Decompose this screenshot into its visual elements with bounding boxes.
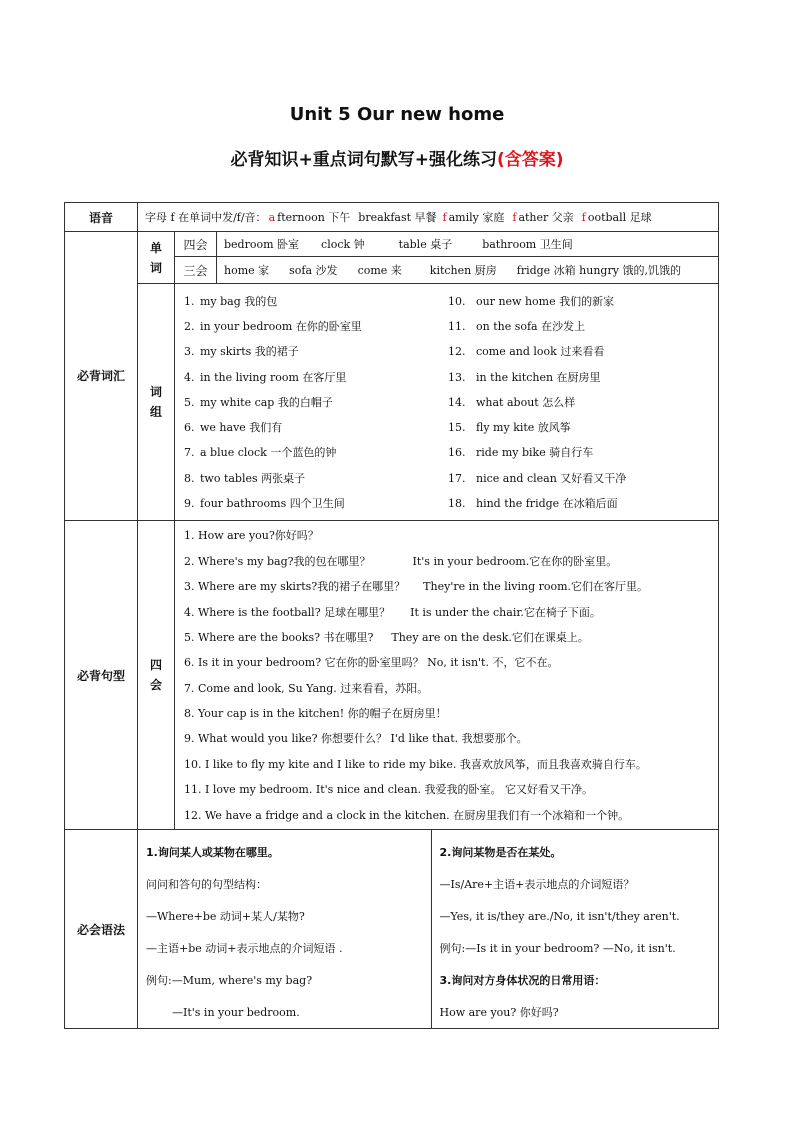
phrase-text: fly my kite 放风筝: [476, 421, 571, 435]
phrase-text: we have 我们有: [200, 421, 283, 435]
word-item: sofa 沙发: [289, 264, 338, 277]
phrase-text: hind the fridge 在冰箱后面: [476, 497, 618, 511]
phrase-number: 13.: [448, 370, 466, 384]
phrase-text: in the kitchen 在厨房里: [476, 370, 601, 384]
list-item: [184, 465, 718, 490]
phrases-label-2: 组: [149, 404, 162, 419]
knowledge-table: [64, 202, 719, 1029]
sentence-item: [184, 700, 718, 725]
phrase-number: 3.: [184, 345, 195, 359]
three-skill-words: [217, 257, 719, 284]
grammar-line: —主语+be 动词+表示地点的介词短语 .: [146, 942, 343, 956]
word-item: home 家: [224, 264, 270, 277]
phonetics-word-5-letter: f: [581, 211, 586, 224]
phrase-text: come and look 过来看看: [476, 345, 605, 359]
vocab-four-row: [65, 232, 719, 257]
sentence-text: 9. What would you like? 你想要什么？ I'd like that. 我想要那个。: [184, 732, 528, 746]
grammar-line: 问问和答句的句型结构：: [146, 878, 267, 892]
word-item: come 来: [357, 264, 402, 277]
grammar-row: [65, 830, 719, 1029]
four-skill-words: [217, 232, 719, 257]
four-skill-label: 四会: [175, 232, 217, 257]
grammar-line: How are you? 你好吗?: [439, 1006, 559, 1020]
grammar-line: —Yes, it is/they are./No, it isn't/they aren't.: [439, 909, 680, 923]
sentence-item: [184, 777, 718, 802]
phrase-number: 16.: [448, 446, 466, 460]
sentence-answer: It is under the chair.它在椅子下面。: [410, 605, 601, 619]
sentences-four-label-1: 四: [149, 658, 162, 673]
grammar-heading: 3.询问对方身体状况的日常用语：: [439, 974, 606, 988]
phrase-number: 17.: [448, 471, 466, 485]
phrase-number: 18.: [448, 497, 466, 511]
grammar-line: —Where+be 动词+某人/某物?: [146, 910, 305, 924]
phrase-text: on the sofa 在沙发上: [476, 319, 586, 333]
list-item: [184, 339, 718, 364]
phrase-number: 5.: [184, 395, 195, 409]
sentence-text: 4. Where is the football? 足球在哪里？: [184, 605, 391, 619]
phrases-label: [138, 284, 175, 521]
word-item: clock 钟: [321, 238, 365, 251]
phrase-text: in your bedroom 在你的卧室里: [200, 319, 362, 333]
phrase-number: 7.: [184, 446, 195, 460]
grammar-heading: 1.询问某人或某物在哪里。: [146, 846, 279, 860]
list-item: [184, 440, 718, 465]
sentence-answer: They are on the desk.它们在课桌上。: [391, 630, 589, 644]
phrase-number: 2.: [184, 319, 195, 333]
grammar-left: [138, 830, 431, 1028]
sentence-text: 3. Where are my skirts?我的裙子在哪里？: [184, 580, 406, 594]
words-label-2: 词: [149, 260, 162, 275]
phrase-number: 6.: [184, 421, 195, 435]
sentence-text: 12. We have a fridge and a clock in the kitchen. 在厨房里我们有一个冰箱和一个钟。: [184, 808, 630, 822]
phrase-text: my white cap 我的白帽子: [200, 395, 333, 409]
phrase-number: 9.: [184, 497, 195, 511]
sentences-row: [65, 520, 719, 830]
word-item: kitchen 厨房: [429, 264, 497, 277]
sentence-answer: They're in the living room.它们在客厅里。: [423, 580, 649, 594]
word-item: fridge 冰箱 hungry 饿的,饥饿的: [516, 264, 681, 277]
grammar-split: [138, 830, 718, 1028]
sentence-text: 1. How are you?你好吗？: [184, 529, 319, 543]
phonetics-word-1: fternoon 下午: [277, 211, 351, 224]
phonetics-word-4: ather 父亲: [518, 211, 574, 224]
document-subtitle: [0, 145, 794, 170]
phonetics-word-3: amily 家庭: [448, 211, 505, 224]
sentence-item: [184, 751, 718, 776]
phrase-number: 4.: [184, 370, 195, 384]
sentence-item: [184, 523, 718, 548]
grammar-line: —It's in your bedroom.: [172, 1005, 300, 1019]
words-label: [138, 232, 175, 284]
sentences-four-label-2: 会: [149, 678, 162, 693]
phonetics-label: 语音: [65, 203, 138, 232]
vocab-phrases-row: [65, 284, 719, 521]
phonetics-word-4-letter: f: [512, 211, 517, 224]
phrase-text: nice and clean 又好看又干净: [476, 471, 627, 485]
phrase-number: 14.: [448, 395, 466, 409]
list-item: [184, 414, 718, 439]
phrase-number: 8.: [184, 471, 195, 485]
phrase-text: ride my bike 骑自行车: [476, 446, 594, 460]
phonetics-word-3-letter: f: [442, 211, 447, 224]
phonetics-intro: 字母 f 在单词中发/f/音：: [145, 211, 267, 224]
phrase-text: my bag 我的包: [200, 294, 278, 308]
sentences-four-label: [138, 520, 175, 830]
grammar-line: 例句:—Is it in your bedroom? —No, it isn't.: [439, 942, 676, 956]
phonetics-content: [138, 203, 719, 232]
word-item: bedroom 卧室: [224, 238, 300, 251]
vocab-label: 必背词汇: [65, 232, 138, 521]
phrase-number: 12.: [448, 345, 466, 359]
phrase-number: 15.: [448, 421, 466, 435]
list-item: [184, 313, 718, 338]
subtitle-answer-note: (含答案): [496, 150, 564, 170]
word-item: bathroom 卫生间: [482, 238, 573, 251]
phonetics-word-1-letter: a: [268, 211, 276, 224]
phrase-list: [175, 284, 719, 521]
list-item: [184, 288, 718, 313]
phrase-text: a blue clock 一个蓝色的钟: [200, 446, 337, 460]
sentence-item: [184, 726, 718, 751]
sentence-text: 10. I like to fly my kite and I like to ride my bike. 我喜欢放风筝，而且我喜欢骑自行车。: [184, 757, 647, 771]
phrase-text: in the living room 在客厅里: [200, 370, 347, 384]
phrase-text: what about 怎么样: [476, 395, 576, 409]
grammar-content: [138, 830, 719, 1029]
three-skill-label: 三会: [175, 257, 217, 284]
grammar-line: 例句:—Mum, where's my bag?: [146, 974, 313, 988]
list-item: [184, 364, 718, 389]
phonetics-word-2: breakfast 早餐: [358, 211, 437, 224]
document-title: Unit 5 Our new home: [289, 104, 505, 125]
sentence-item: [184, 548, 718, 573]
phrase-text: four bathrooms 四个卫生间: [200, 497, 345, 511]
phrase-number: 10.: [448, 294, 466, 308]
list-item: [184, 490, 718, 515]
words-label-1: 单: [149, 240, 162, 255]
grammar-line: —Is/Are+主语+表示地点的介词短语？: [439, 878, 635, 892]
phrase-number: 1.: [184, 294, 195, 308]
sentence-text: 11. I love my bedroom. It's nice and clean. 我爱我的卧室。 它又好看又干净。: [184, 783, 594, 797]
sentence-text: 5. Where are the books? 书在哪里?: [184, 630, 374, 644]
sentence-item: [184, 599, 718, 624]
sentence-list: [175, 520, 719, 830]
sentences-label: 必背句型: [65, 520, 138, 830]
sentence-item: [184, 802, 718, 827]
sentence-item: [184, 650, 718, 675]
phrase-text: our new home 我们的新家: [476, 294, 615, 308]
list-item: [184, 389, 718, 414]
sentence-item: [184, 675, 718, 700]
sentence-text: 2. Where's my bag?我的包在哪里？: [184, 554, 371, 568]
phrase-text: two tables 两张桌子: [200, 471, 306, 485]
subtitle-main: 必背知识+重点词句默写+强化练习: [230, 150, 497, 170]
sentence-item: [184, 573, 718, 598]
sentence-text: 7. Come and look, Su Yang. 过来看看，苏阳。: [184, 681, 429, 695]
grammar-label: 必会语法: [65, 830, 138, 1029]
grammar-right: [431, 830, 718, 1028]
sentence-item: [184, 624, 718, 649]
phonetics-row: [65, 203, 719, 232]
phrase-text: my skirts 我的裙子: [200, 345, 299, 359]
sentence-text: 8. Your cap is in the kitchen! 你的帽子在厨房里！: [184, 707, 447, 721]
phonetics-word-5: ootball 足球: [587, 211, 652, 224]
word-item: table 桌子: [398, 238, 453, 251]
grammar-heading: 2.询问某物是否在某处。: [439, 846, 562, 860]
phrases-label-1: 词: [149, 384, 162, 399]
sentence-text: 6. Is it in your bedroom? 它在你的卧室里吗？ No, it isn't. 不，它不在。: [184, 656, 559, 670]
sentence-answer: It's in your bedroom.它在你的卧室里。: [412, 554, 618, 568]
phrase-number: 11.: [448, 319, 466, 333]
